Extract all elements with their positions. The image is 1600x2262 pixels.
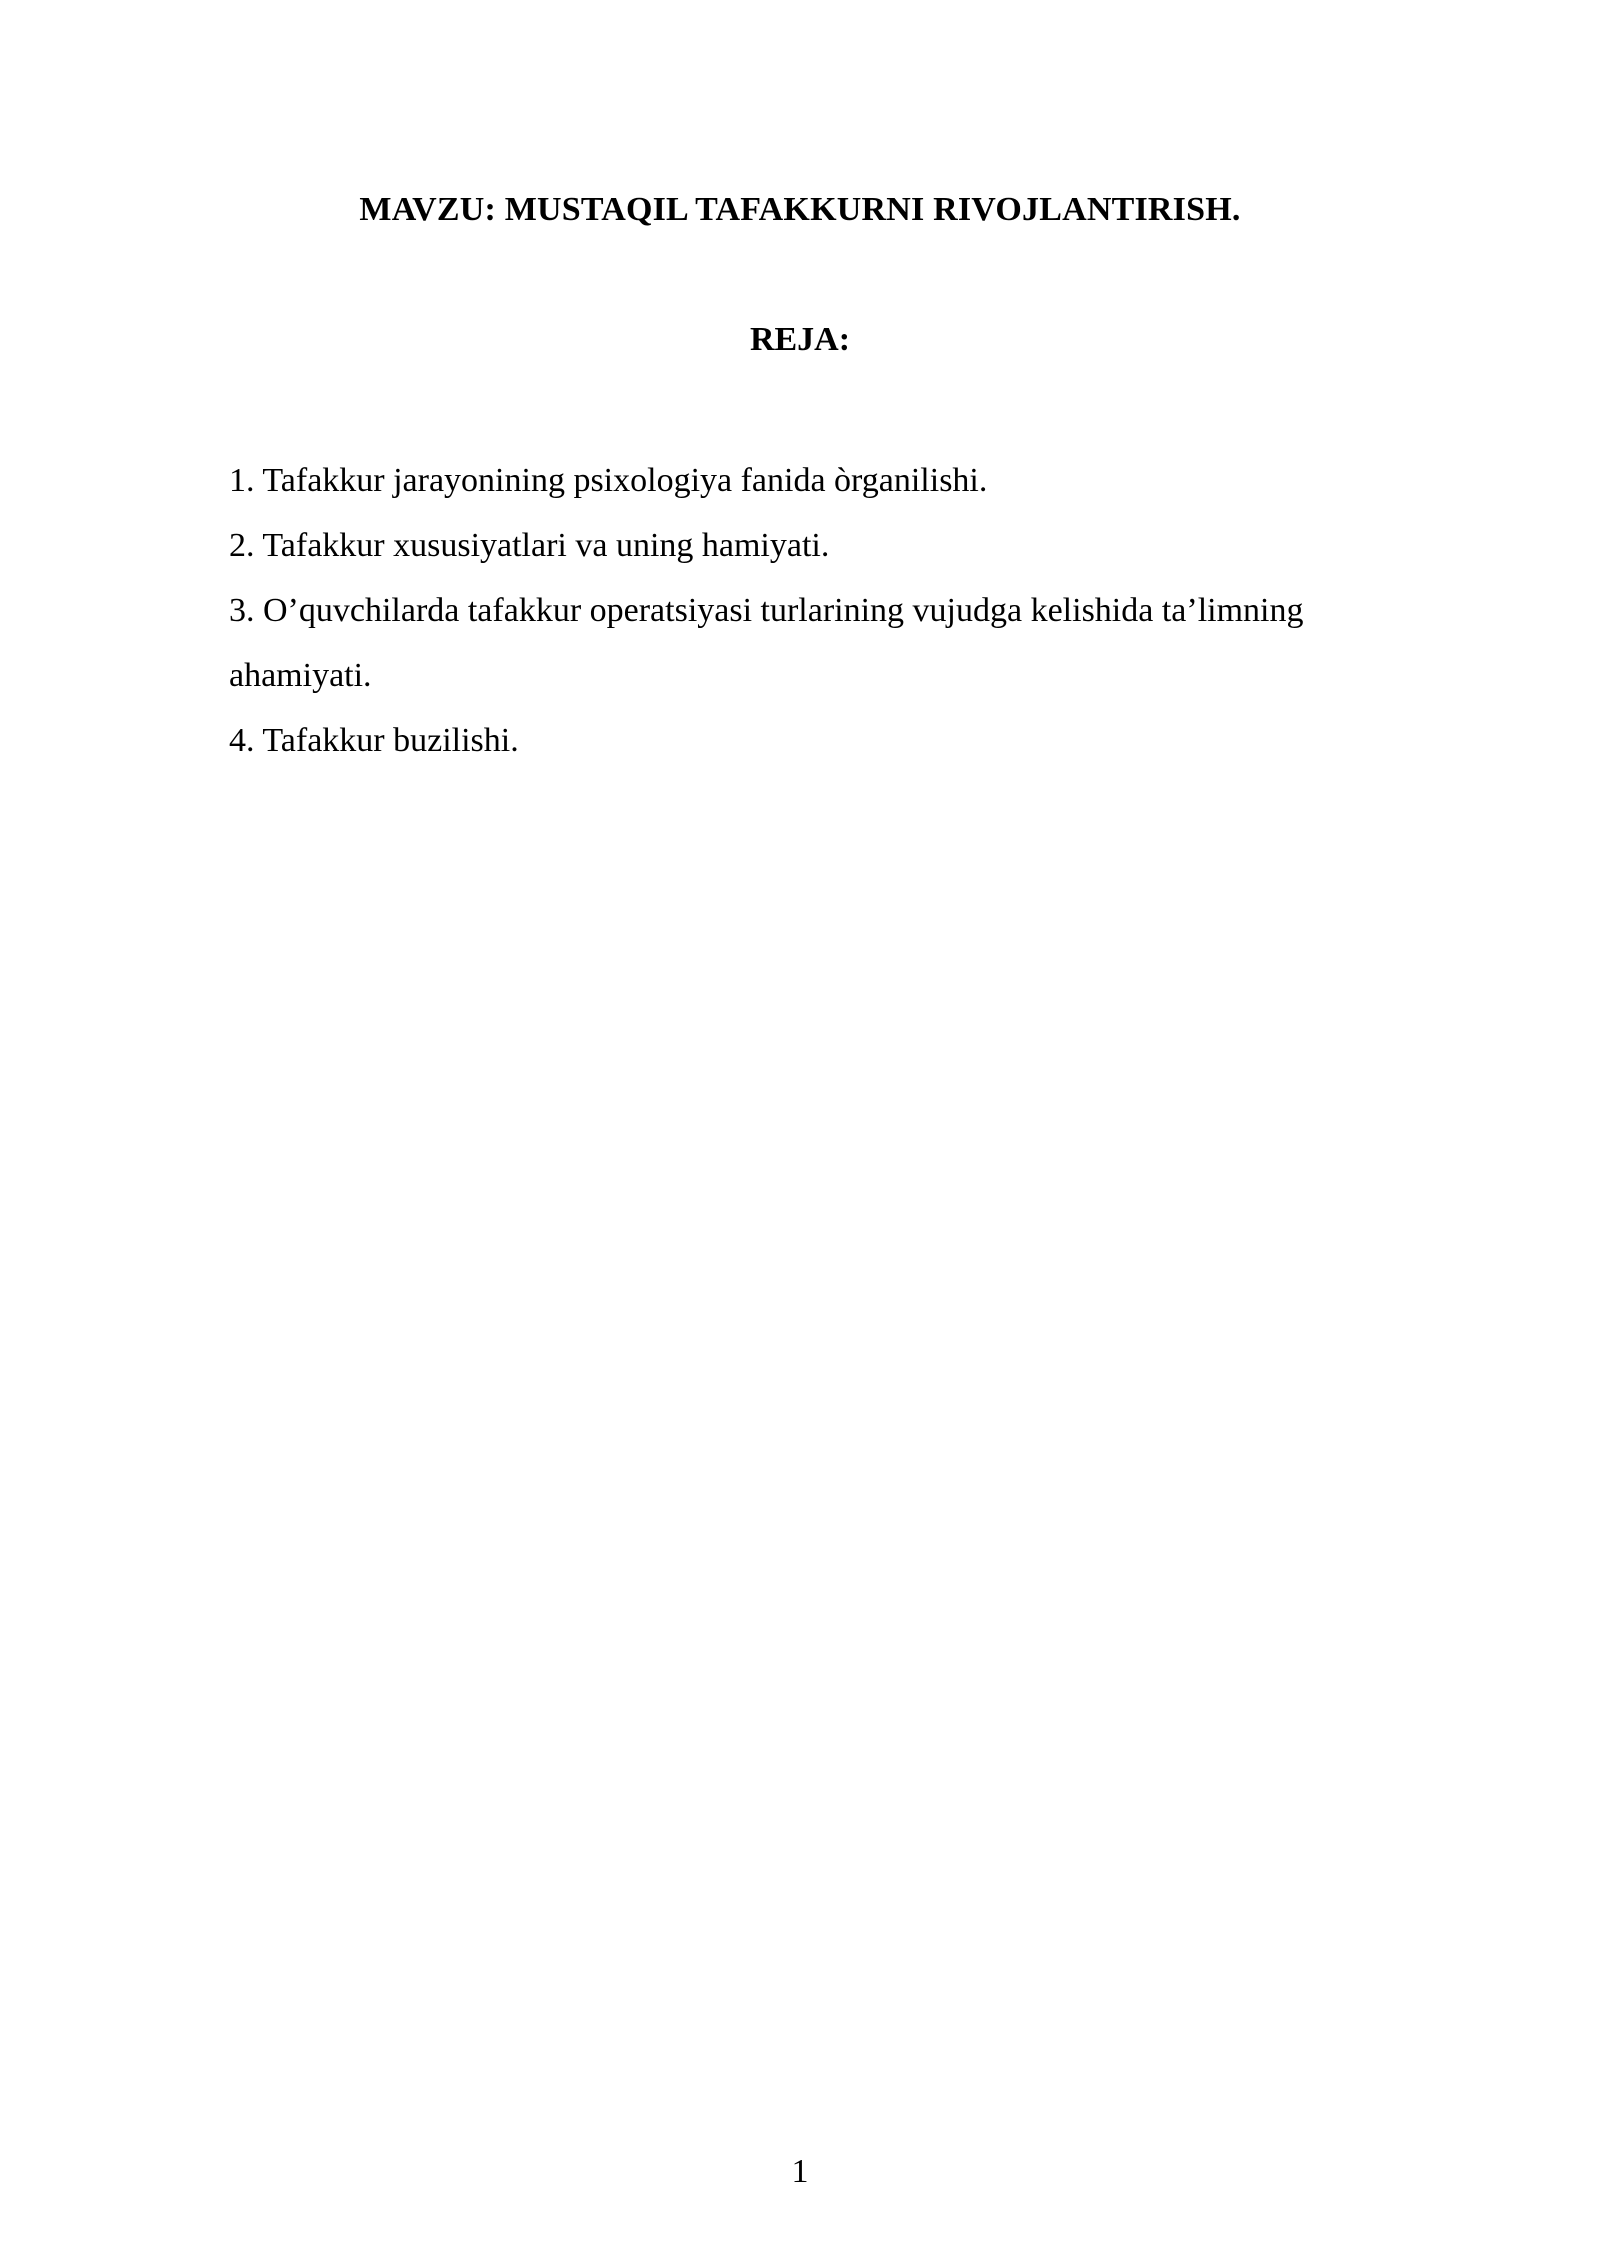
plan-heading: REJA: xyxy=(749,321,851,358)
page-number: 1 xyxy=(791,2153,809,2190)
plan-item: 2. Tafakkur xususiyatlari va uning hamiyati. xyxy=(229,527,830,564)
plan-item: 3. O’quvchilarda tafakkur operatsiyasi turlarining vujudga kelishida ta’limning ahamiyati. xyxy=(229,592,1304,694)
page-title: MAVZU: MUSTAQIL TAFAKKURNI RIVOJLANTIRISH. xyxy=(359,191,1241,228)
plan-item: 1. Tafakkur jarayonining psixologiya fanida òrganilishi. xyxy=(229,462,988,499)
plan-item: 4. Tafakkur buzilishi. xyxy=(229,722,519,759)
plan-list xyxy=(229,448,1429,773)
